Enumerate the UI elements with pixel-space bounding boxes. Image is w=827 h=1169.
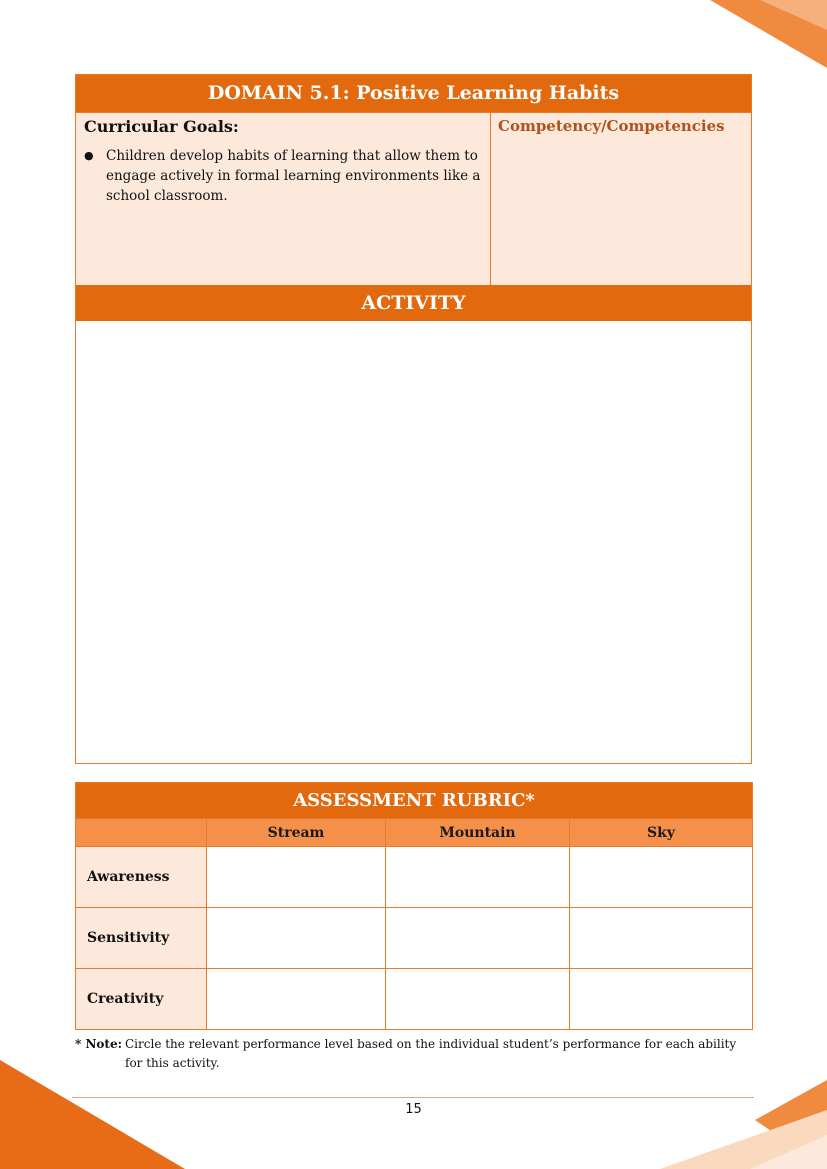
- rubric-row-sensitivity: [76, 908, 753, 969]
- rubric-level-row: [76, 819, 753, 847]
- competency-cell: [491, 113, 751, 285]
- goals-row: [76, 112, 751, 285]
- goal-text: Children develop habits of learning that allow them to engage actively in formal learning environments like a school classroom.: [106, 148, 481, 204]
- note-label: * Note:: [75, 1037, 123, 1051]
- rubric-cell[interactable]: [570, 847, 753, 908]
- rubric-title: ASSESSMENT RUBRIC*: [76, 783, 753, 819]
- rubric-cell[interactable]: [570, 969, 753, 1030]
- rubric-cell[interactable]: [207, 847, 386, 908]
- level-header-mountain: Mountain: [386, 819, 570, 847]
- footer-divider: [72, 1097, 754, 1098]
- curricular-goals-heading: Curricular Goals:: [84, 117, 239, 136]
- rubric-row-creativity: [76, 969, 753, 1030]
- level-header-stream: Stream: [207, 819, 386, 847]
- domain-table: [75, 74, 752, 764]
- rubric-cell[interactable]: [570, 908, 753, 969]
- level-header-sky: Sky: [570, 819, 753, 847]
- activity-body: [76, 321, 751, 763]
- goal-item: [84, 146, 482, 206]
- competency-heading: Competency/Competencies: [498, 117, 725, 135]
- rubric-cell[interactable]: [386, 847, 570, 908]
- domain-title: DOMAIN 5.1: Positive Learning Habits: [76, 75, 751, 112]
- ability-sensitivity: Sensitivity: [76, 908, 207, 969]
- ability-creativity: Creativity: [76, 969, 207, 1030]
- top-right-decoration: [700, 0, 827, 70]
- page-number: 15: [405, 1102, 422, 1117]
- rubric-cell[interactable]: [386, 969, 570, 1030]
- activity-title: ACTIVITY: [76, 285, 751, 321]
- ability-awareness: Awareness: [76, 847, 207, 908]
- curricular-goals-cell: [76, 113, 491, 285]
- rubric-corner-cell: [76, 819, 207, 847]
- note-text: Circle the relevant performance level based on the individual student’s performance for each ability for this activity.: [125, 1037, 737, 1070]
- assessment-rubric-table: [75, 782, 753, 1030]
- rubric-cell[interactable]: [207, 969, 386, 1030]
- rubric-note: [75, 1035, 755, 1073]
- rubric-cell[interactable]: [207, 908, 386, 969]
- rubric-row-awareness: [76, 847, 753, 908]
- rubric-cell[interactable]: [386, 908, 570, 969]
- bottom-right-decoration: [660, 1080, 827, 1169]
- bullet-icon: ●: [84, 149, 94, 162]
